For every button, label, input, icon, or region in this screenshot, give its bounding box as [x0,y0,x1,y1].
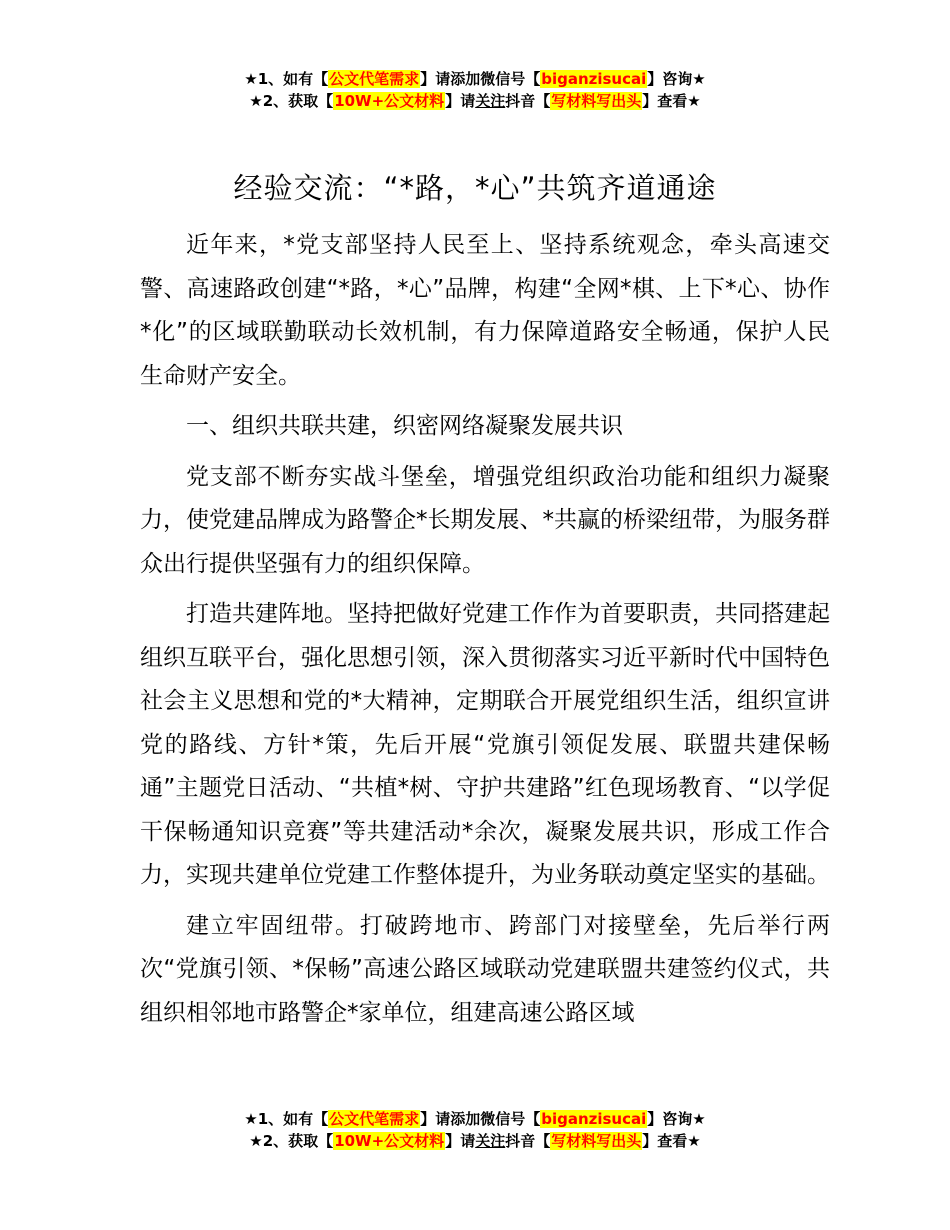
highlight-text: 10W+公文材料 [334,92,445,110]
promo-line-2 [0,90,950,112]
promo-text: 抖音【 [505,1132,551,1150]
promo-text: 】查看★ [642,1132,701,1150]
paragraph: 党支部不断夯实战斗堡垒，增强党组织政治功能和组织力凝聚力，使党建品牌成为路警企*长期发展、*共赢的桥梁纽带，为服务群众出行提供坚强有力的组织保障。 [140,463,830,577]
paragraph: 打造共建阵地。坚持把做好党建工作作为首要职责，共同搭建起组织互联平台，强化思想引领，深入贯彻落实习近平新时代中国特色社会主义思想和党的*大精神，定期联合开展党组织生活，组织宣讲党的路线、方针*策，先后开展“党旗引领促发展、联盟共建保畅通”主题党日活动、“共植*树、守护共建路”红色现场教育、“以学促干保畅通知识竞赛”等共建活动*余次，凝聚发展共识，形成工作合力，实现共建单位党建工作整体提升，为业务联动奠定坚实的基础。 [140,601,830,888]
promo-banner-top [0,68,950,112]
promo-line-1 [0,1108,950,1130]
paragraph-intro: 近年来，*党支部坚持人民至上、坚持系统观念，牵头高速交警、高速路政创建“*路，*心”品牌，构建“全网*棋、上下*心、协作*化”的区域联勤联动长效机制，有力保障道路安全畅通，保护人民生命财产安全。 [140,232,830,389]
promo-line-2 [0,1130,950,1152]
promo-line-1 [0,68,950,90]
promo-text: ★1、如有【 [244,70,329,88]
promo-text: 】请 [445,92,476,110]
promo-text: ★2、获取【 [249,1132,334,1150]
highlight-text: 公文代笔需求 [329,1110,420,1128]
highlight-text: 公文代笔需求 [329,70,420,88]
promo-text: ★2、获取【 [249,92,334,110]
underlined-text: 关注 [475,92,506,110]
promo-text: 】请添加微信号【 [420,70,541,88]
wechat-id: biganzisucai [541,1110,647,1128]
promo-text: ★1、如有【 [244,1110,329,1128]
promo-text: 】查看★ [642,92,701,110]
promo-text: 】请添加微信号【 [420,1110,541,1128]
douyin-account: 写材料写出头 [551,92,642,110]
promo-text: 】咨询★ [647,70,706,88]
document-body [140,224,830,1042]
promo-text: 】请 [445,1132,476,1150]
wechat-id: biganzisucai [541,70,647,88]
paragraph: 建立牢固纽带。打破跨地市、跨部门对接壁垒，先后举行两次“党旗引领、*保畅”高速公路区域联动党建联盟共建签约仪式，共组织相邻地市路警企*家单位，组建高速公路区域 [140,912,830,1026]
douyin-account: 写材料写出头 [551,1132,642,1150]
promo-text: 抖音【 [505,92,551,110]
promo-text: 】咨询★ [647,1110,706,1128]
underlined-text: 关注 [475,1132,506,1150]
section-heading: 一、组织共联共建，织密网络凝聚发展共识 [186,413,623,439]
promo-banner-bottom [0,1108,950,1152]
document-title: 经验交流：“*路，*心”共筑齐道通途 [233,171,717,205]
highlight-text: 10W+公文材料 [334,1132,445,1150]
